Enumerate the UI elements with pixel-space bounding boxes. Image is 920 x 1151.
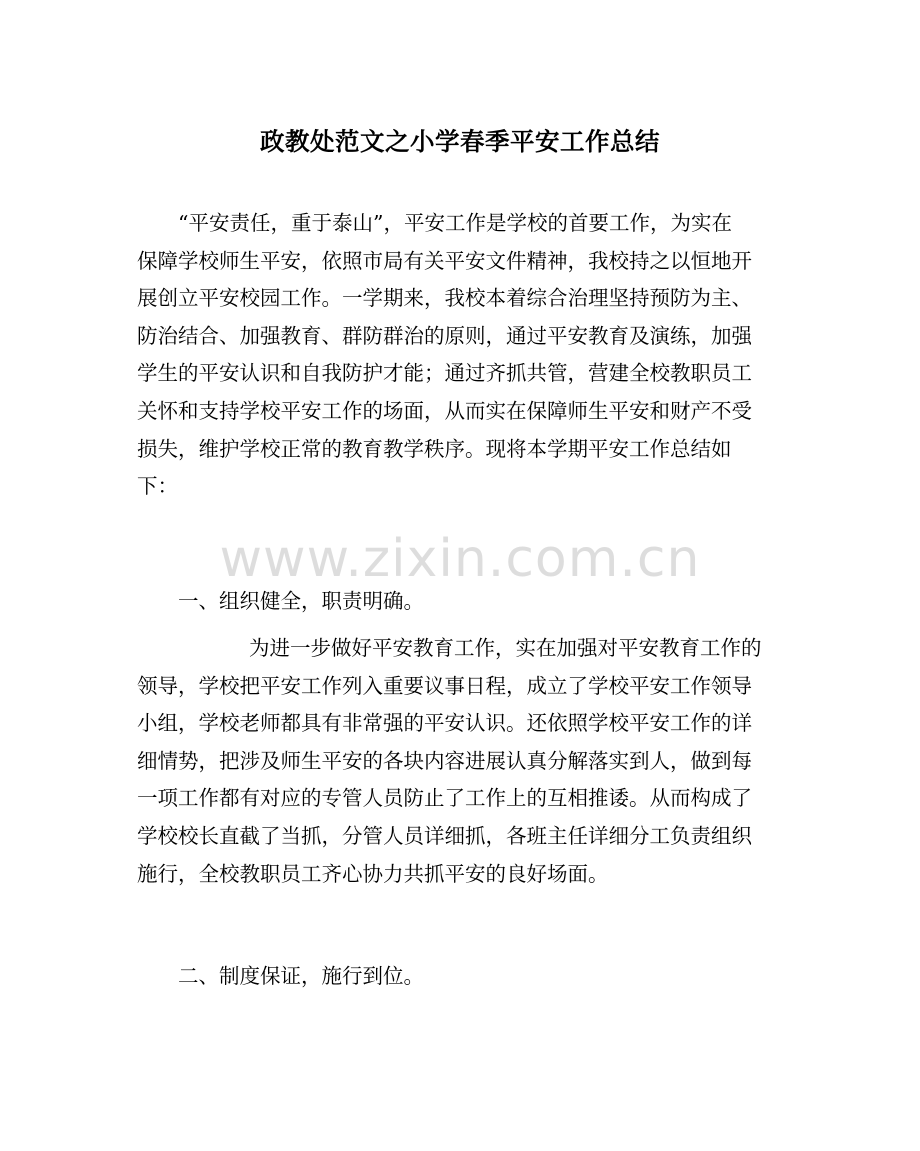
paragraph-line: “平安责任，重于泰山”，平安工作是学校的首要工作，为实在	[178, 211, 732, 235]
paragraph-intro	[137, 205, 783, 506]
paragraph-line: 下：	[137, 474, 178, 499]
paragraph-line: 保障学校师生平安，依照市局有关平安文件精神，我校持之以恒地开	[137, 248, 752, 273]
document-title: 政教处范文之小学春季平安工作总结	[260, 127, 660, 156]
paragraph-line: 领导，学校把平安工作列入重要议事日程，成立了学校平安工作领导	[137, 673, 752, 698]
paragraph-line: 损失，维护学校正常的教育教学秩序。现将本学期平安工作总结如	[137, 436, 732, 461]
paragraph-line: 施行，全校教职员工齐心协力共抓平安的良好场面。	[137, 861, 609, 886]
paragraph-line: 展创立平安校园工作。一学期来，我校本着综合治理坚持预防为主、	[137, 286, 752, 311]
paragraph-line: 小组，学校老师都具有非常强的平安认识。还依照学校平安工作的详	[137, 711, 752, 736]
paragraph-line: 学校校长直截了当抓，分管人员详细抓，各班主任详细分工负责组织	[137, 823, 752, 848]
paragraph-line: 关怀和支持学校平安工作的场面，从而实在保障师生平安和财产不受	[137, 398, 752, 423]
paragraph-line: 学生的平安认识和自我防护才能；通过齐抓共管，营建全校教职员工	[137, 361, 752, 386]
paragraph-line: 为进一步做好平安教育工作，实在加强对平安教育工作的	[249, 636, 762, 660]
section-heading-2: 二、制度保证，施行到位。	[178, 964, 424, 988]
paragraph-line: 防治结合、加强教育、群防群治的原则，通过平安教育及演练，加强	[137, 323, 752, 348]
paragraph-section-1	[137, 630, 783, 893]
paragraph-line: 一项工作都有对应的专管人员防止了工作上的互相推诿。从而构成了	[137, 786, 752, 811]
paragraph-line: 细情势，把涉及师生平安的各块内容进展认真分解落实到人，做到每	[137, 748, 752, 773]
section-heading-1: 一、组织健全，职责明确。	[178, 589, 424, 613]
watermark: www.zixin.com.cn	[219, 529, 701, 589]
